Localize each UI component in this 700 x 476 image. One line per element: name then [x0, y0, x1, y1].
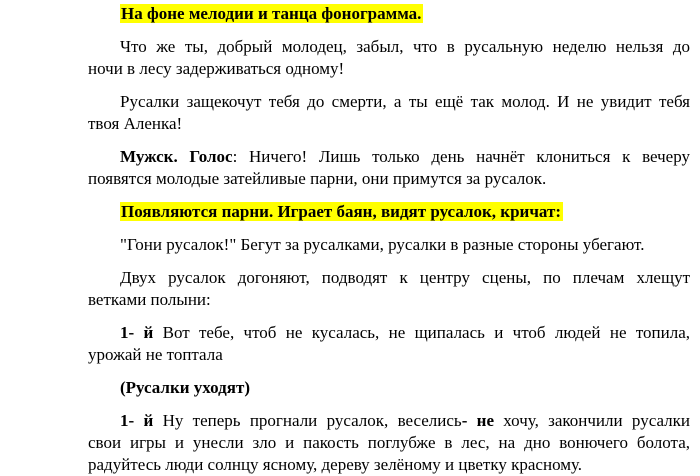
stage-direction-3 — [120, 377, 250, 399]
paragraph-10-line-3: радуйтесь люди солнцу ясному, дереву зелёному и цветку красному. — [88, 455, 583, 474]
highlighted-text: Появляются парни. Играет баян, видят русалок, кричат: — [121, 202, 561, 221]
speaker-label: 1- й — [120, 323, 154, 342]
paragraph-10-line-1 — [120, 410, 690, 432]
paragraph-7-line-1: Двух русалок догоняют, подводят к центру сцены, по плечам хлещут — [120, 268, 690, 287]
paragraph-4-line-1 — [120, 146, 690, 168]
paragraph-6-line-1: "Гони русалок!" Бегут за русалками, русалки в разные стороны убегают. — [120, 235, 645, 254]
bold-direction: (Русалки уходят) — [120, 378, 250, 397]
stage-direction-1 — [120, 3, 423, 25]
stage-direction-2 — [120, 201, 563, 223]
paragraph-2-line-1: Что же ты, добрый молодец, забыл, что в русальную неделю нельзя до — [120, 37, 690, 56]
paragraph-10-line-2: свои игры и унесли зло и пакость поглубже в лес, на дно вонючего болота, — [88, 433, 690, 452]
paragraph-3-line-1: Русалки защекочут тебя до смерти, а ты ещё так молод. И не увидит тебя — [120, 92, 690, 111]
speaker-label: 1- й — [120, 411, 154, 430]
speaker-text: Ну теперь прогнали русалок, веселись — [153, 411, 462, 430]
paragraph-4-line-2: появятся молодые затейливые парни, они примутся за русалок. — [88, 169, 547, 188]
speaker-text-end: хочу, закончили русалки — [494, 411, 690, 430]
paragraph-3-line-2: твоя Аленка! — [88, 114, 183, 133]
highlighted-text: На фоне мелодии и танца фонограмма. — [121, 4, 422, 23]
bold-interjection: - не — [461, 411, 494, 430]
speaker-text: : Ничего! Лишь только день начнёт клониться к вечеру — [232, 147, 690, 166]
paragraph-2-line-2: ночи в лесу задерживаться одному! — [88, 59, 345, 78]
paragraph-7-line-2: ветками полыни: — [88, 290, 211, 309]
paragraph-8-line-1 — [120, 322, 690, 344]
speaker-text: Вот тебе, чтоб не кусалась, не щипалась и чтоб людей не топила, — [153, 323, 690, 342]
speaker-label: Мужск. Голос — [120, 147, 233, 166]
paragraph-8-line-2: урожай не топтала — [88, 345, 223, 364]
